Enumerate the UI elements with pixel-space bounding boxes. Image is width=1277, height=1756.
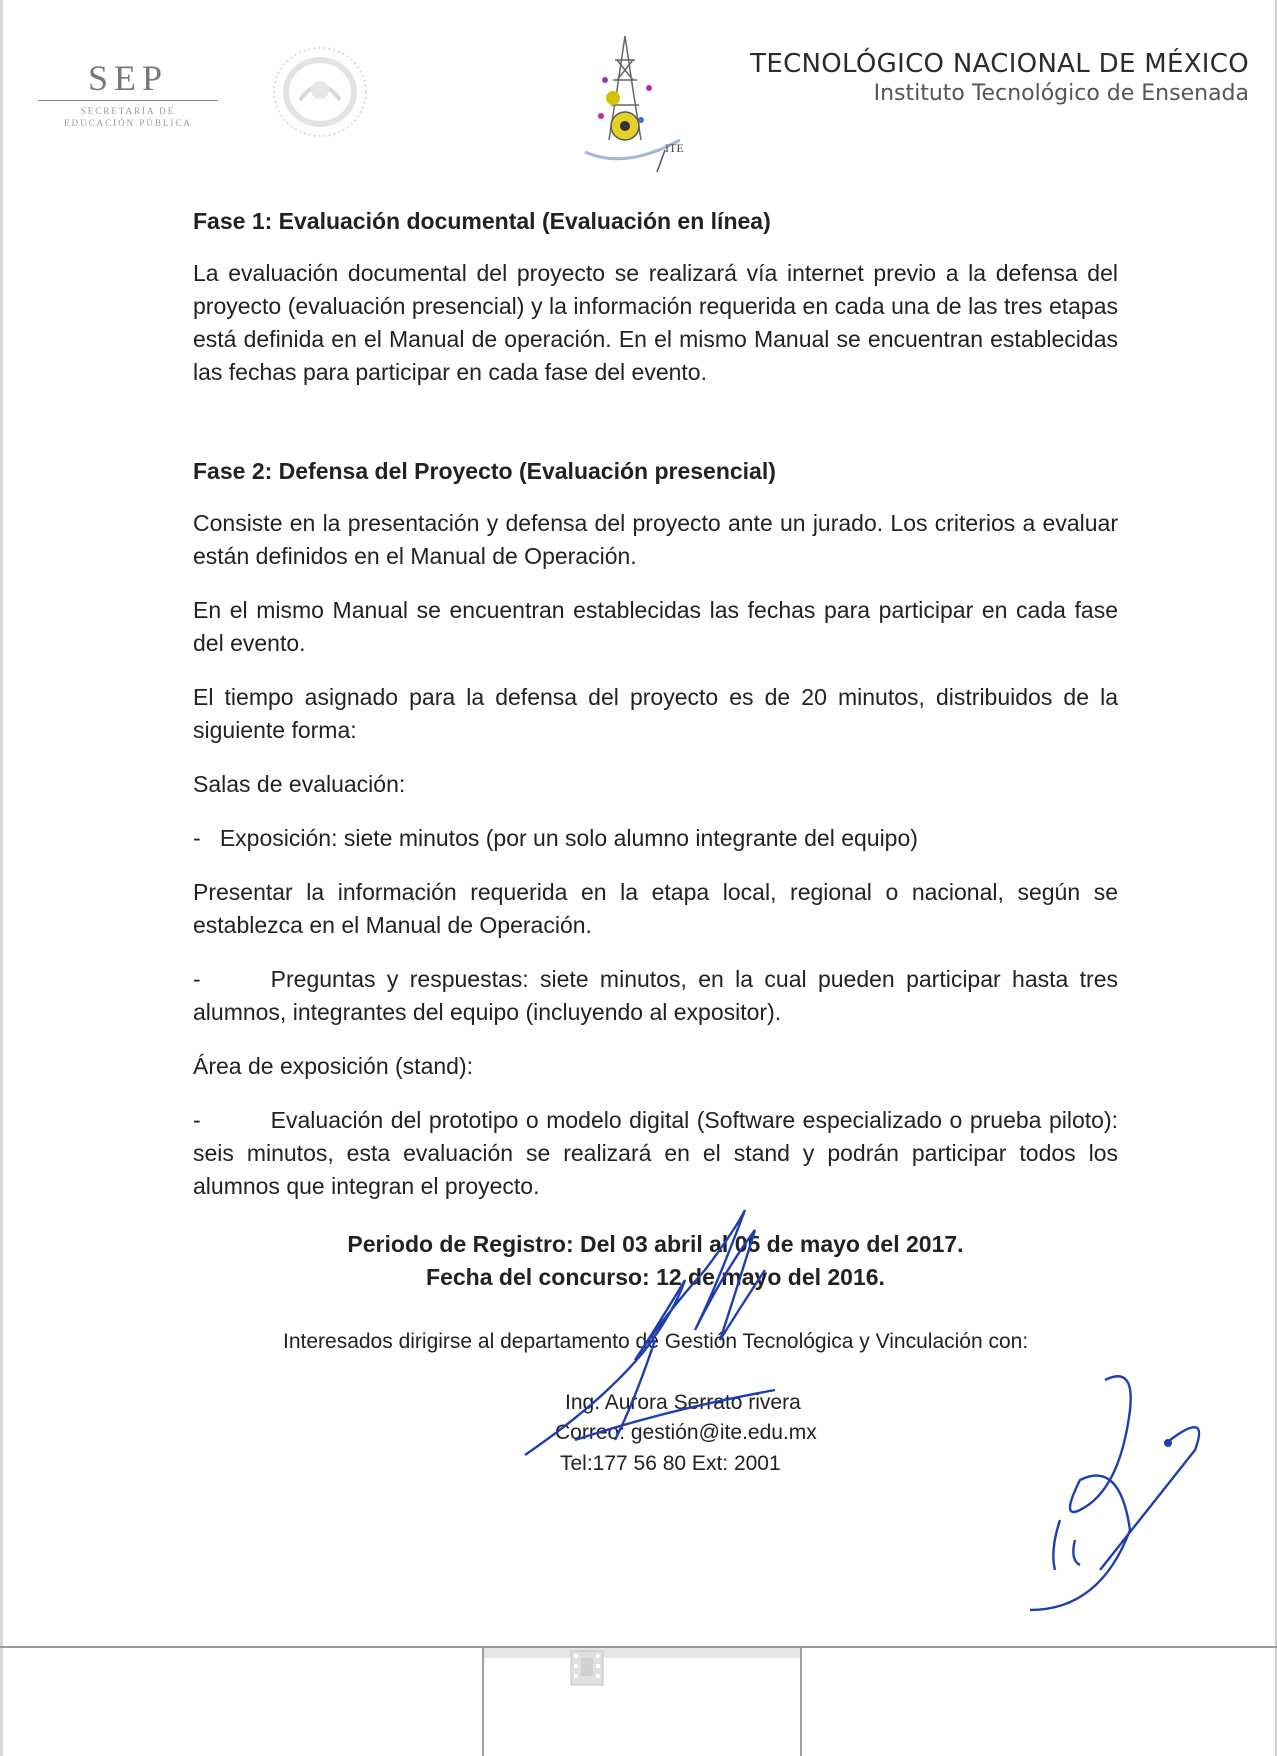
- phase1-section: [193, 205, 1118, 389]
- presentar-paragraph: Presentar la información requerida en la etapa local, regional o nacional, según se establezca en el Manual de Operación.: [193, 879, 1118, 938]
- prototipo-text: Evaluación del prototipo o modelo digital (Software especializado o prueba piloto): seis minutos, esta evaluación se realizará en el stand y podrán participar todos los alumnos que integran el proyecto.: [193, 1107, 1118, 1199]
- blue-signature-icon: [515, 1100, 815, 1480]
- phase2-paragraph-3: El tiempo asignado para la defensa del proyecto es de 20 minutos, distribuidos de la siguiente forma:: [193, 684, 1118, 743]
- phase1-paragraph: La evaluación documental del proyecto se realizará vía internet previo a la defensa del proyecto (evaluación presencial) y la información requerida en cada una de las tres etapas está definida en el Manual de operación. En el mismo Manual se encuentran establecidas las fechas para participar en cada fase del evento.: [193, 260, 1118, 385]
- film-strip-icon: [570, 1650, 604, 1686]
- sep-logo-rule: [38, 100, 218, 101]
- ite-logo-text: ITE: [665, 141, 684, 155]
- ite-logo-icon: [565, 30, 705, 180]
- registro-date: Periodo de Registro: Del 03 abril al 05 de mayo del 2017.: [347, 1231, 964, 1257]
- preguntas-item: [193, 963, 1118, 1029]
- phase2-section: [193, 455, 1118, 1203]
- sep-logo-line2: EDUCACIÓN PÚBLICA: [64, 118, 192, 128]
- phase1-heading: Fase 1: Evaluación documental (Evaluación en línea): [193, 208, 771, 234]
- contact-intro: Interesados dirigirse al departamento de Gestión Tecnológica y Vinculación con:: [283, 1330, 1029, 1353]
- institution-header: [750, 48, 1249, 108]
- exposicion-text: Exposición: siete minutos (por un solo alumno integrante del equipo): [219, 825, 918, 851]
- sep-logo: [38, 58, 218, 129]
- blue-initials-icon: [1020, 1370, 1220, 1630]
- phase2-heading: Fase 2: Defensa del Proyecto (Evaluación presencial): [193, 458, 776, 484]
- list-dash: -: [193, 825, 220, 851]
- institution-title: TECNOLÓGICO NACIONAL DE MÉXICO: [750, 49, 1249, 79]
- phase2-paragraph-2: En el mismo Manual se encuentran establecidas las fechas para participar en cada fase del evento.: [193, 597, 1118, 656]
- institution-subtitle: Instituto Tecnológico de Ensenada: [873, 81, 1249, 106]
- page-edge: [0, 0, 3, 1756]
- list-dash: -: [193, 1107, 201, 1133]
- phase2-paragraph-1: Consiste en la presentación y defensa del proyecto ante un jurado. Los criterios a evaluar están definidos en el Manual de Operación.: [193, 510, 1118, 569]
- contact-phone: Tel:177 56 80 Ext: 2001: [560, 1452, 781, 1475]
- contact-name: Ing. Aurora Serrato rivera: [565, 1391, 801, 1414]
- list-dash: -: [193, 966, 201, 992]
- salas-label: Salas de evaluación:: [193, 771, 406, 797]
- contact-email: Correo: gestión@ite.edu.mx: [555, 1421, 817, 1444]
- area-label: Área de exposición (stand):: [193, 1053, 473, 1079]
- sep-logo-line1: SECRETARÍA DE: [80, 106, 176, 116]
- scan-tab-edge: [482, 1648, 484, 1756]
- scan-tab-edge: [800, 1648, 802, 1756]
- exposicion-item: [193, 822, 1118, 855]
- concurso-date: Fecha del concurso: 12 de mayo del 2016.: [426, 1264, 885, 1290]
- preguntas-text: Preguntas y respuestas: siete minutos, en la cual pueden participar hasta tres alumnos, integrantes del equipo (incluyendo al expositor).: [193, 966, 1118, 1025]
- mexico-seal-icon: [265, 42, 375, 142]
- scan-tab: [484, 1648, 800, 1658]
- sep-logo-word: SEP: [87, 58, 169, 98]
